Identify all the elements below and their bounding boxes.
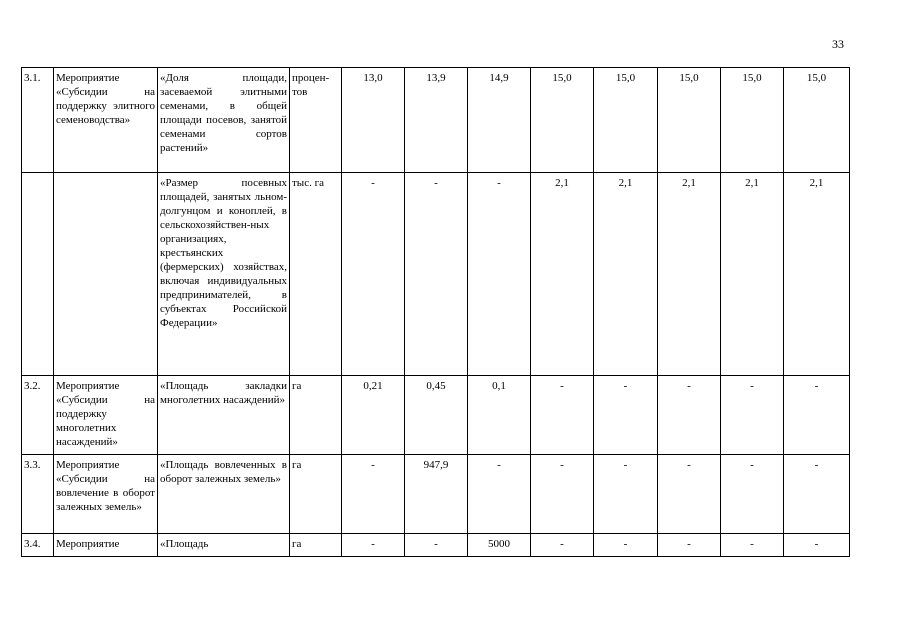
measure-name: Мероприятие «Субсидии на поддержку элитного семеноводства» xyxy=(54,68,158,173)
value-cell: - xyxy=(531,534,594,557)
value-cell: 13,9 xyxy=(405,68,468,173)
table-body xyxy=(22,68,850,557)
page-number: 33 xyxy=(832,37,844,51)
value-cell: - xyxy=(342,173,405,376)
value-cell: 2,1 xyxy=(721,173,784,376)
value-cell: - xyxy=(342,534,405,557)
value-cell: - xyxy=(658,534,721,557)
value-cell: 15,0 xyxy=(594,68,658,173)
row-number: 3.3. xyxy=(22,455,54,534)
unit: процен-тов xyxy=(290,68,342,173)
row-number: 3.2. xyxy=(22,376,54,455)
value-cell: - xyxy=(468,455,531,534)
value-cell: - xyxy=(784,376,850,455)
measure-name: Мероприятие xyxy=(54,534,158,557)
indicator-name: «Площадь xyxy=(158,534,290,557)
unit: тыс. га xyxy=(290,173,342,376)
value-cell: 15,0 xyxy=(721,68,784,173)
table-row xyxy=(22,173,850,376)
value-cell: - xyxy=(721,455,784,534)
measure-name: Мероприятие «Субсидии на вовлечение в оборот залежных земель» xyxy=(54,455,158,534)
value-cell: - xyxy=(468,173,531,376)
value-cell: - xyxy=(531,376,594,455)
unit: га xyxy=(290,455,342,534)
value-cell: 15,0 xyxy=(658,68,721,173)
indicators-table xyxy=(21,67,850,557)
row-number xyxy=(22,173,54,376)
value-cell: 2,1 xyxy=(784,173,850,376)
table-row xyxy=(22,455,850,534)
measure-name xyxy=(54,173,158,376)
value-cell: 14,9 xyxy=(468,68,531,173)
value-cell: 0,1 xyxy=(468,376,531,455)
table-row xyxy=(22,534,850,557)
value-cell: - xyxy=(405,534,468,557)
unit: га xyxy=(290,376,342,455)
value-cell: 2,1 xyxy=(658,173,721,376)
table-row xyxy=(22,376,850,455)
value-cell: 947,9 xyxy=(405,455,468,534)
value-cell: 2,1 xyxy=(531,173,594,376)
table-row xyxy=(22,68,850,173)
value-cell: 5000 xyxy=(468,534,531,557)
row-number: 3.1. xyxy=(22,68,54,173)
row-number: 3.4. xyxy=(22,534,54,557)
value-cell: 0,21 xyxy=(342,376,405,455)
value-cell: - xyxy=(658,455,721,534)
value-cell: - xyxy=(721,534,784,557)
value-cell: - xyxy=(784,455,850,534)
value-cell: - xyxy=(531,455,594,534)
value-cell: 15,0 xyxy=(784,68,850,173)
indicator-name: «Площадь вовлеченных в оборот залежных земель» xyxy=(158,455,290,534)
measure-name: Мероприятие «Субсидии на поддержку многолетних насаждений» xyxy=(54,376,158,455)
indicator-name: «Доля площади, засеваемой элитными семенами, в общей площади посевов, занятой семенами сортов растений» xyxy=(158,68,290,173)
value-cell: 15,0 xyxy=(531,68,594,173)
value-cell: - xyxy=(721,376,784,455)
value-cell: - xyxy=(594,455,658,534)
value-cell: - xyxy=(784,534,850,557)
value-cell: 2,1 xyxy=(594,173,658,376)
value-cell: 0,45 xyxy=(405,376,468,455)
value-cell: - xyxy=(405,173,468,376)
indicator-name: «Площадь закладки многолетних насаждений» xyxy=(158,376,290,455)
indicator-name: «Размер посевных площадей, занятых льном-долгунцом и коноплей, в сельскохозяйствен-ных организациях, крестьянских (фермерских) хозяйствах, включая индивидуальных предпринимателей, в субъектах Российской Федерации» xyxy=(158,173,290,376)
value-cell: - xyxy=(342,455,405,534)
value-cell: - xyxy=(594,534,658,557)
unit: га xyxy=(290,534,342,557)
value-cell: - xyxy=(658,376,721,455)
value-cell: - xyxy=(594,376,658,455)
value-cell: 13,0 xyxy=(342,68,405,173)
